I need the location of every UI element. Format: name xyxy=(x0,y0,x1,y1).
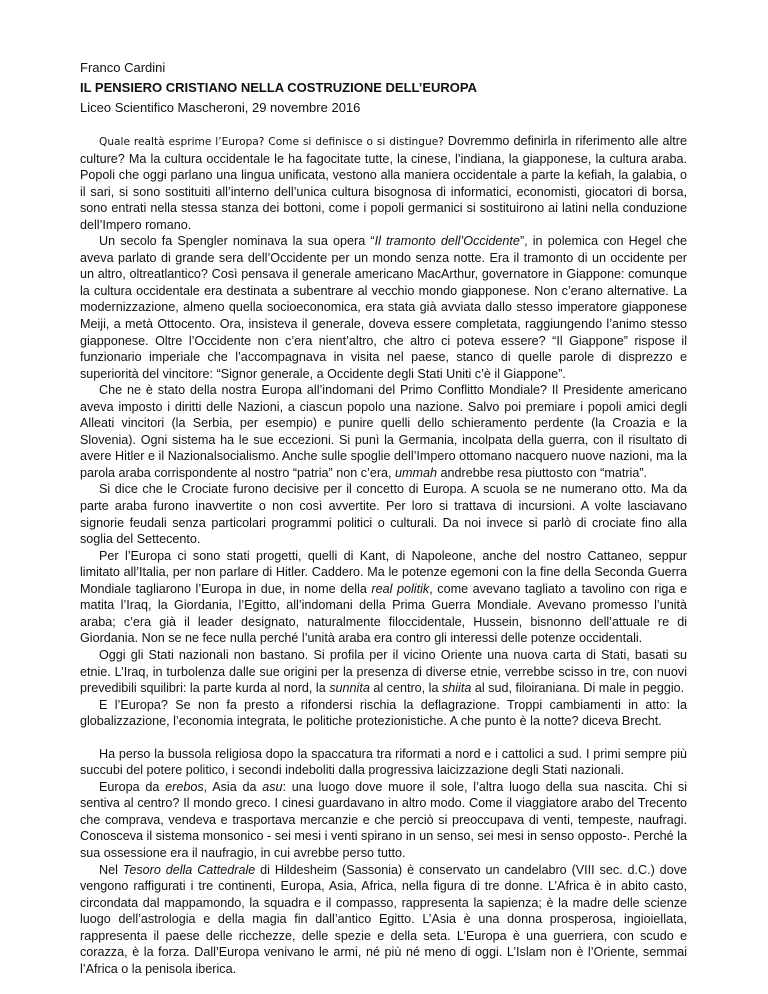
paragraph xyxy=(80,382,687,481)
italic-text: real politik xyxy=(371,581,430,596)
italic-text: Il tramonto dell’Occidente xyxy=(374,234,520,249)
paragraph xyxy=(80,746,687,779)
text-run: Per l’Europa ci sono stati progetti, quelli di Kant, di Napoleone, anche del nostro Cattaneo, seppur limitato all’Italia, per non parlare di Hitler. Caddero. Ma le potenze egemoni con la fine della Seconda Guerra Mondiale tagliarono l’Europa in due, in nome della xyxy=(80,548,687,596)
italic-text: ummah xyxy=(395,465,438,480)
document-title: IL PENSIERO CRISTIANO NELLA COSTRUZIONE DELL’EUROPA xyxy=(80,80,478,95)
text-run: al centro, la xyxy=(369,681,442,696)
paragraph xyxy=(80,481,687,547)
text-run: Che ne è stato della nostra Europa all’indomani del Primo Conflitto Mondiale? Il Presidente americano aveva imposto i diritti delle Nazioni, a ciascun popolo una nazione. Salvo poi premiare i popoli amici degli Alleati vincitori (la Serbia, per esempio) e punire quelli dello schieramento perdente (la Croazia e la Slovenia). Ogni sistema ha le sue eccezioni. Si punì la Germania, incolpata della guerra, con il risultato di avere Hitler e il Nazionalsocialismo. Anche sulle spoglie dell’Impero ottomano nacquero nuove nazioni, ma la parola araba corrispondente al nostro “patria” non c’era, xyxy=(80,383,687,480)
paragraph xyxy=(80,133,687,233)
text-run: Un secolo fa Spengler nominava la sua opera “ xyxy=(99,234,375,249)
paragraph xyxy=(80,697,687,730)
paragraph xyxy=(80,862,687,978)
text-run: : una luogo dove muore il sole, l’altra luogo della sua nascita. Chi si sentiva al centro? Il mondo greco. I cinesi guardavano in altro modo. Come il viaggiatore arabo del Trecento che comprava, vendeva e trasportava mercanzie e che perciò si preoccupava di venti, tempeste, naufragi. Conosceva il sistema monsonico - sei mesi i venti spirano in un senso, sei mesi in senso opposto-. Perché la sua ossessione era il naufragio, in cui avrebbe perso tutto. xyxy=(80,779,687,860)
lead-question: Quale realtà esprime l’Europa? Come si definisce o si distingue? xyxy=(99,136,444,148)
paragraph xyxy=(80,233,687,382)
paragraph xyxy=(80,779,687,862)
paragraph xyxy=(80,647,687,697)
venue-date: Liceo Scientifico Mascheroni, 29 novembre 2016 xyxy=(80,100,361,115)
paragraph xyxy=(80,548,687,647)
text-run: Ha perso la bussola religiosa dopo la spaccatura tra riformati a nord e i cattolici a sud. I primi sempre più succubi del potere politico, i secondi indeboliti dalla progressiva laicizzazione degli Stati nazionali. xyxy=(80,746,687,778)
italic-text: sunnita xyxy=(329,681,370,696)
text-run: andrebbe resa piuttosto con “matria”. xyxy=(437,465,648,480)
author-name: Franco Cardini xyxy=(80,60,166,75)
text-run: Europa da xyxy=(99,779,166,794)
text-run: , come avevano tagliato a tavolino con riga e matita l’Iraq, la Giordania, l’Egitto, all’indomani della Prima Guerra Mondiale. Avevano promesso l’unità araba; c’era già il leader designato, naturalmente filoccidentale, Hussein, bisnonno dell’attuale re di Giordania. Non se ne fece nulla perché l’unità araba era contro gli interessi delle potenze occidentali. xyxy=(80,581,688,646)
document-body xyxy=(80,133,687,977)
text-run: E l’Europa? Se non fa presto a rifondersi rischia la deflagrazione. Troppi cambiamenti in atto: la globalizzazione, l’economia integrata, le politiche protezionistiche. A che punto è la notte? diceva Brecht. xyxy=(80,697,687,729)
text-run: Si dice che le Crociate furono decisive per il concetto di Europa. A scuola se ne numerano otto. Ma da parte araba furono inavvertite o non così avvertite. Per loro si trattava di incursioni. A volte lasciavano signorie feudali senza particolari programmi politici o culturali. Da noi invece si parlò di crociate fino alla soglia del Settecento. xyxy=(80,482,687,547)
text-run: , Asia da xyxy=(203,779,263,794)
text-run: Oggi gli Stati nazionali non bastano. Si profila per il vicino Oriente una nuova carta di Stati, basati su etnie. L’Iraq, in turbolenza dalle sue origini per la presenza di diverse etnie, verrebbe scisso in tre, con nuovi prevedibili squilibri: la parte kurda al nord, la xyxy=(80,647,687,696)
italic-text: erebos xyxy=(165,779,204,794)
italic-text: asu xyxy=(262,779,283,794)
document-header xyxy=(80,58,680,118)
text-run: di Hildesheim (Sassonia) è conservato un candelabro (VIII sec. d.C.) dove vengono raffigurati i tre continenti, Europa, Asia, Africa, nella figura di tre donne. L’Africa è in abito casto, circondata dal mappamondo, la squadra e il compasso, rappresenta la sapienza; è la madre delle scienze luogo dell’astrologia e della magia fin dall’antico Egitto. L’Asia è una donna prosperosa, ingioiellata, rappresenta il paese delle ricchezze, delle spezie e della seta. L’Europa è una guerriera, con scudo e corazza, è la forza. Dall’Europa venivano le armi, né più né meno di oggi. L’Islam non è l’Oriente, semmai l’Africa o la penisola iberica. xyxy=(80,862,687,976)
text-run: ”, in polemica con Hegel che aveva parlato di grande sera dell’Occidente per un mondo senza notte. Era il tramonto di un occidente per un altro, oltreatlantico? Così pensava il generale americano MacArthur, governatore in Giappone: comunque la cultura occidentale era destinata a subentrare al vecchio mondo giapponese. Non c’erano alternative. La modernizzazione, almeno quella socioeconomica, era stata già avviata dallo stesso imperatore giapponese Meiji, a metà Ottocento. Ora, insisteva il generale, doveva essere completata, raggiungendo l’animo stesso giapponese. Oltre l’Occidente non c’era nient’altro, che altro ci poteva essere? “Il Giappone” rispose il funzionario imperiale che l’accompagnava in visita nel paese, stanco di quelle parole di disprezzo e superiorità del vincitore: “Signor generale, a Occidente degli Stati Uniti c’è il Giappone”. xyxy=(80,234,687,381)
text-run: al sud, filoiraniana. Di male in peggio. xyxy=(471,681,685,696)
text-run: Dovremmo definirla in riferimento alle altre culture? Ma la cultura occidentale le ha fagocitate tutte, la cinese, l’indiana, la giapponese, la cultura araba. Popoli che oggi parlano una lingua unificata, vestono alla maniera occidentale a parte la kefiah, la galabia, o il sari, si sono sostituiti all’interno dell’unica cultura bisognosa di informatici, economisti, giocatori di borsa, sono entrati nella stessa stanza dei bottoni, come i popoli germanici si sostituirono ai latini nella conduzione dell’Impero romano. xyxy=(80,134,687,232)
italic-text: Tesoro della Cattedrale xyxy=(122,862,256,877)
text-run: Nel xyxy=(99,862,123,877)
italic-text: shiita xyxy=(441,681,472,696)
